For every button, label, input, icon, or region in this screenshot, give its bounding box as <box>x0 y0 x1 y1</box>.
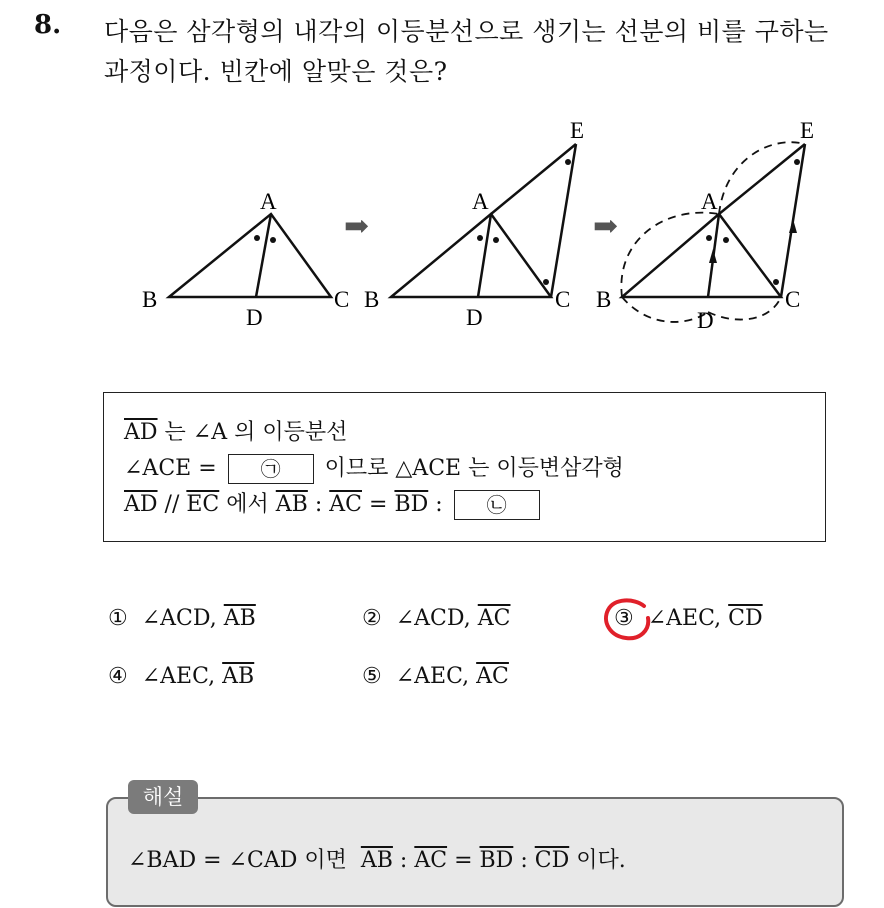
choice-number: ① <box>108 606 128 631</box>
triangle-1-outline <box>169 214 331 297</box>
triangle-2-outline <box>391 214 551 297</box>
blank-2: ㉡ <box>454 490 540 520</box>
label-b: B <box>364 287 380 312</box>
premise-text: ∠ACE = <box>124 456 217 481</box>
choice-segment: $\overline{AC}$ <box>476 664 509 689</box>
angle-dot <box>723 237 729 243</box>
label-a: A <box>701 189 718 214</box>
choice-segment: $\overline{AC}$ <box>477 606 511 631</box>
choice-number: ⑤ <box>362 664 382 689</box>
arrow-right-icon: ➡ <box>344 210 370 243</box>
triangle-1 <box>169 214 331 297</box>
premise-text: 는 ∠A 의 이등분선 <box>164 420 348 445</box>
angle-dot <box>254 235 260 241</box>
equals-sign: = <box>454 848 473 873</box>
segment-ec <box>551 144 576 297</box>
parallel-sign: // <box>164 492 180 517</box>
label-d: D <box>246 305 263 330</box>
choice-angle: ∠ACD, <box>395 606 471 631</box>
angle-dot <box>477 235 483 241</box>
premise-box <box>103 392 826 542</box>
question-line-2: 과정이다. 빈칸에 알맞은 것은? <box>104 57 448 86</box>
segment-label: $\overline{EC}$ <box>186 492 220 517</box>
label-a: A <box>472 189 489 214</box>
premise-line-2 <box>124 451 624 484</box>
parallel-arrow-icon <box>709 249 717 263</box>
colon: : <box>435 492 443 517</box>
triangle-figure <box>0 100 884 360</box>
segment-label: $\overline{AC}$ <box>329 492 362 517</box>
choice-segment: $\overline{AB}$ <box>223 606 256 631</box>
solution-text <box>128 843 626 874</box>
premise-text: 이므로 △ACE 는 이등변삼각형 <box>324 456 624 481</box>
label-b: B <box>596 287 612 312</box>
segment-label: $\overline{CD}$ <box>534 848 570 873</box>
choice-2[interactable] <box>362 606 510 631</box>
angle-dot <box>493 237 499 243</box>
segment-label: $\overline{BD}$ <box>394 492 429 517</box>
label-a: A <box>260 189 277 214</box>
choice-number: ③ <box>614 606 634 631</box>
angle-dot <box>773 279 779 285</box>
angle-dot <box>565 159 571 165</box>
label-b: B <box>142 287 158 312</box>
dashed-arcs <box>621 142 805 322</box>
choice-segment: $\overline{AB}$ <box>222 664 255 689</box>
bisector-1 <box>256 214 271 297</box>
colon: : <box>314 492 323 517</box>
segment-label: $\overline{BD}$ <box>479 848 514 873</box>
label-e: E <box>800 118 815 143</box>
equals-sign: = <box>369 492 388 517</box>
choice-number: ② <box>362 606 382 631</box>
angle-dot <box>543 279 549 285</box>
choice-segment: $\overline{CD}$ <box>728 606 763 631</box>
choice-angle: ∠ACD, <box>141 606 217 631</box>
angle-dot <box>794 159 800 165</box>
premise-text: 에서 <box>226 492 269 517</box>
parallel-arrow-icon <box>789 219 797 233</box>
premise-line-3 <box>124 487 544 520</box>
choice-number: ④ <box>108 664 128 689</box>
label-c: C <box>555 287 571 312</box>
label-d: D <box>466 305 483 330</box>
answer-circle-mark <box>600 596 656 646</box>
blank-1: ㉠ <box>228 454 314 484</box>
angle-dot <box>706 235 712 241</box>
segment-label: $\overline{AB}$ <box>360 848 393 873</box>
colon: : <box>520 848 528 873</box>
solution-label: 해설 <box>128 780 198 814</box>
premise-line-1 <box>124 415 347 446</box>
question-line-1: 다음은 삼각형의 내각의 이등분선으로 생기는 선분의 비를 구하는 <box>104 17 829 46</box>
triangle-2 <box>391 144 576 297</box>
choice-angle: ∠AEC, <box>141 664 216 689</box>
choice-1[interactable] <box>108 606 256 631</box>
solution-text-part: 이다. <box>576 848 626 873</box>
choice-angle: ∠AEC, <box>647 606 722 631</box>
segment-label: $\overline{AD}$ <box>124 420 158 445</box>
label-e: E <box>570 118 585 143</box>
bisector-2 <box>478 214 491 297</box>
choice-5[interactable] <box>362 664 509 689</box>
segment-label: $\overline{AD}$ <box>124 492 158 517</box>
colon: : <box>399 848 408 873</box>
question-number: 8. <box>34 10 62 40</box>
extension-ae <box>719 144 805 214</box>
segment-label: $\overline{AB}$ <box>275 492 308 517</box>
choice-angle: ∠AEC, <box>395 664 470 689</box>
solution-text-part: ∠BAD = ∠CAD 이면 <box>128 848 347 873</box>
triangle-3 <box>622 144 805 297</box>
choice-4[interactable] <box>108 664 254 689</box>
angle-dot <box>270 237 276 243</box>
arrow-right-icon: ➡ <box>593 210 619 243</box>
extension-ae <box>491 144 576 214</box>
segment-label: $\overline{AC}$ <box>414 848 448 873</box>
label-c: C <box>334 287 350 312</box>
label-c: C <box>785 287 801 312</box>
label-d: D <box>697 308 714 333</box>
triangle-3-outline <box>622 214 781 297</box>
